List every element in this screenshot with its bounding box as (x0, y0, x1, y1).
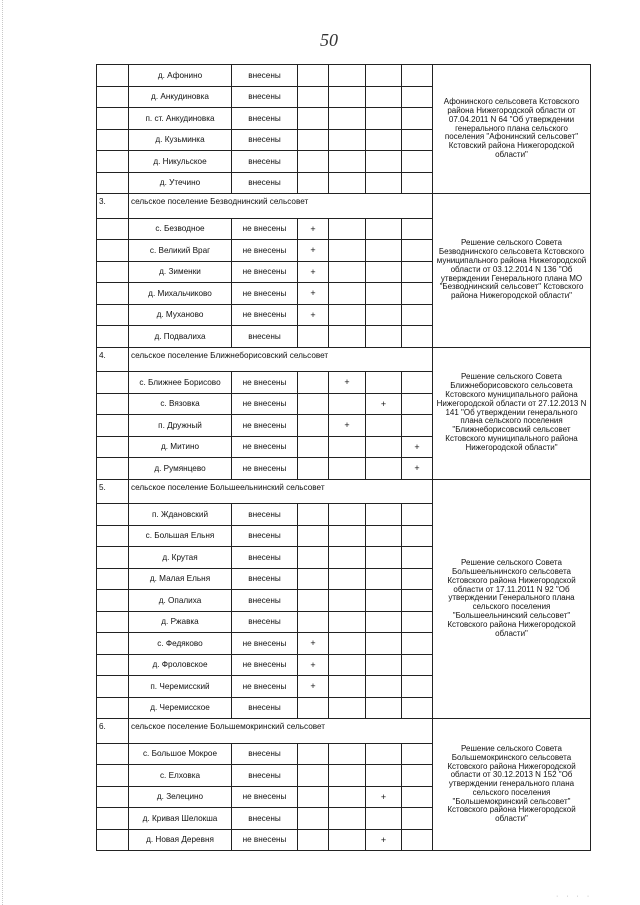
number-cell (97, 590, 129, 612)
mark-cell (298, 393, 329, 415)
locality-name: п. Ждановский (129, 504, 232, 526)
mark-cell (329, 786, 366, 808)
mark-cell (366, 65, 402, 87)
number-cell (97, 786, 129, 808)
locality-name: д. Опалиха (129, 590, 232, 612)
mark-cell (298, 765, 329, 787)
mark-cell: + (298, 218, 329, 240)
number-cell (97, 172, 129, 194)
mark-cell: + (298, 283, 329, 305)
mark-cell: + (298, 304, 329, 326)
mark-cell (329, 633, 366, 655)
mark-cell (366, 611, 402, 633)
mark-cell (402, 304, 433, 326)
approval-document: Решение сельского Совета Большеельнинского сельсовета Кстовского района Нижегородской области от 17.11.2011 N 92 "Об утверждении Генерального плана сельского поселения "Большеельнинский сельсовет" Кстовского района Нижегородской области" (433, 479, 591, 719)
status-cell: не внесены (232, 829, 298, 851)
mark-cell (366, 525, 402, 547)
status-cell: внесены (232, 129, 298, 151)
mark-cell (329, 65, 366, 87)
mark-cell (366, 743, 402, 765)
section-number: 5. (97, 479, 129, 504)
status-cell: внесены (232, 765, 298, 787)
status-cell: не внесены (232, 372, 298, 394)
number-cell (97, 86, 129, 108)
status-cell: внесены (232, 86, 298, 108)
status-cell: не внесены (232, 240, 298, 262)
mark-cell (402, 283, 433, 305)
mark-cell (366, 590, 402, 612)
mark-cell (402, 415, 433, 437)
mark-cell (329, 151, 366, 173)
number-cell (97, 65, 129, 87)
mark-cell: + (329, 415, 366, 437)
mark-cell (329, 436, 366, 458)
number-cell (97, 393, 129, 415)
locality-name: д. Зименки (129, 261, 232, 283)
status-cell: не внесены (232, 633, 298, 655)
mark-cell (329, 129, 366, 151)
status-cell: не внесены (232, 218, 298, 240)
status-cell: не внесены (232, 304, 298, 326)
mark-cell (329, 458, 366, 480)
mark-cell (298, 829, 329, 851)
mark-cell (298, 151, 329, 173)
mark-cell (402, 65, 433, 87)
mark-cell (298, 590, 329, 612)
number-cell (97, 633, 129, 655)
mark-cell (298, 372, 329, 394)
mark-cell (329, 283, 366, 305)
mark-cell (298, 568, 329, 590)
section-number: 4. (97, 347, 129, 372)
mark-cell (402, 697, 433, 719)
locality-name: с. Ближнее Борисово (129, 372, 232, 394)
locality-name: с. Елховка (129, 765, 232, 787)
mark-cell (402, 240, 433, 262)
mark-cell (402, 326, 433, 348)
mark-cell (329, 808, 366, 830)
mark-cell (366, 436, 402, 458)
status-cell: внесены (232, 65, 298, 87)
mark-cell (402, 86, 433, 108)
locality-name: с. Вязовка (129, 393, 232, 415)
status-cell: внесены (232, 525, 298, 547)
locality-name: д. Малая Ельня (129, 568, 232, 590)
mark-cell (366, 86, 402, 108)
mark-cell (402, 129, 433, 151)
mark-cell (329, 697, 366, 719)
mark-cell (329, 829, 366, 851)
number-cell (97, 568, 129, 590)
settlement-name: сельское поселение Ближнеборисовский сельсовет (129, 347, 433, 372)
number-cell (97, 240, 129, 262)
mark-cell: + (366, 786, 402, 808)
locality-name: д. Зелецино (129, 786, 232, 808)
mark-cell: + (298, 240, 329, 262)
locality-name: д. Фроловское (129, 654, 232, 676)
mark-cell (298, 786, 329, 808)
mark-cell (366, 415, 402, 437)
locality-name: д. Черемисское (129, 697, 232, 719)
number-cell (97, 504, 129, 526)
status-cell: не внесены (232, 654, 298, 676)
locality-name: д. Ржавка (129, 611, 232, 633)
locality-name: п. Дружный (129, 415, 232, 437)
mark-cell (298, 65, 329, 87)
locality-name: с. Большое Мокрое (129, 743, 232, 765)
status-cell: не внесены (232, 415, 298, 437)
mark-cell: + (402, 436, 433, 458)
approval-document: Решение сельского Совета Безводнинского сельсовета Кстовского муниципального района Нижегородской области от 03.12.2014 N 136 "Об утверждении Генерального плана МО "Безводнинский сельсовет" Кстовского района Нижегородской области" (433, 194, 591, 348)
status-cell: внесены (232, 326, 298, 348)
locality-name: с. Безводное (129, 218, 232, 240)
status-cell: не внесены (232, 676, 298, 698)
mark-cell: + (366, 829, 402, 851)
mark-cell (366, 151, 402, 173)
locality-name: д. Новая Деревня (129, 829, 232, 851)
mark-cell: + (298, 676, 329, 698)
status-cell: внесены (232, 504, 298, 526)
number-cell (97, 676, 129, 698)
mark-cell (329, 525, 366, 547)
mark-cell: + (298, 261, 329, 283)
mark-cell (366, 108, 402, 130)
mark-cell (329, 765, 366, 787)
mark-cell (329, 108, 366, 130)
number-cell (97, 829, 129, 851)
status-cell: не внесены (232, 458, 298, 480)
locality-name: с. Великий Враг (129, 240, 232, 262)
number-cell (97, 129, 129, 151)
locality-name: д. Михальчиково (129, 283, 232, 305)
mark-cell (329, 218, 366, 240)
locality-name: д. Митино (129, 436, 232, 458)
approval-document: Решение сельского Совета Большемокринского сельсовета Кстовского района Нижегородской области от 30.12.2013 N 152 "Об утверждении генерального плана сельского поселения "Большемокринский сельсовет" Кстовского района Нижегородской области" (433, 719, 591, 851)
number-cell (97, 547, 129, 569)
mark-cell (366, 218, 402, 240)
mark-cell (329, 547, 366, 569)
mark-cell (329, 504, 366, 526)
locality-name: д. Анкудиновка (129, 86, 232, 108)
mark-cell (402, 151, 433, 173)
mark-cell (366, 697, 402, 719)
scan-marks: · · · · (556, 893, 593, 900)
status-cell: внесены (232, 697, 298, 719)
settlement-header-row (97, 479, 591, 504)
settlement-name: сельское поселение Безводнинский сельсовет (129, 194, 433, 219)
mark-cell (366, 326, 402, 348)
mark-cell (298, 808, 329, 830)
mark-cell (329, 654, 366, 676)
mark-cell (298, 547, 329, 569)
status-cell: внесены (232, 108, 298, 130)
locality-name: с. Большая Ельня (129, 525, 232, 547)
mark-cell (402, 568, 433, 590)
mark-cell (298, 326, 329, 348)
mark-cell (298, 504, 329, 526)
status-cell: не внесены (232, 283, 298, 305)
section-number: 6. (97, 719, 129, 744)
settlement-header-row (97, 194, 591, 219)
settlement-header-row (97, 719, 591, 744)
mark-cell (366, 504, 402, 526)
mark-cell (402, 808, 433, 830)
mark-cell (329, 676, 366, 698)
locality-name: д. Кривая Шелокша (129, 808, 232, 830)
mark-cell (402, 590, 433, 612)
number-cell (97, 611, 129, 633)
locality-name: д. Муханово (129, 304, 232, 326)
number-cell (97, 458, 129, 480)
status-cell: внесены (232, 568, 298, 590)
mark-cell (298, 129, 329, 151)
settlement-name: сельское поселение Большеельнинский сельсовет (129, 479, 433, 504)
locality-name: д. Афонино (129, 65, 232, 87)
number-cell (97, 304, 129, 326)
mark-cell (402, 611, 433, 633)
number-cell (97, 697, 129, 719)
status-cell: внесены (232, 547, 298, 569)
mark-cell (402, 261, 433, 283)
locality-name: д. Кузьминка (129, 129, 232, 151)
mark-cell (329, 240, 366, 262)
mark-cell (329, 590, 366, 612)
number-cell (97, 415, 129, 437)
status-cell: внесены (232, 590, 298, 612)
approval-document: Решение сельского Совета Ближнеборисовского сельсовета Кстовского муниципального района Нижегородской области от 27.12.2013 N 141 "Об утверждении генерального плана сельского поселения "Ближнеборисовский сельсовет Кстовского муниципального района Нижегородской области" (433, 347, 591, 479)
mark-cell (329, 326, 366, 348)
status-cell: не внесены (232, 393, 298, 415)
mark-cell (366, 547, 402, 569)
mark-cell (402, 829, 433, 851)
mark-cell (298, 108, 329, 130)
settlements-table (96, 64, 591, 851)
number-cell (97, 108, 129, 130)
section-number: 3. (97, 194, 129, 219)
number-cell (97, 808, 129, 830)
locality-name: с. Федяково (129, 633, 232, 655)
mark-cell (298, 458, 329, 480)
mark-cell (366, 283, 402, 305)
mark-cell (402, 372, 433, 394)
number-cell (97, 283, 129, 305)
mark-cell (298, 415, 329, 437)
number-cell (97, 654, 129, 676)
mark-cell (366, 458, 402, 480)
mark-cell (402, 504, 433, 526)
mark-cell (329, 611, 366, 633)
mark-cell (402, 676, 433, 698)
number-cell (97, 765, 129, 787)
status-cell: внесены (232, 808, 298, 830)
mark-cell (366, 372, 402, 394)
mark-cell (298, 611, 329, 633)
locality-name: д. Крутая (129, 547, 232, 569)
mark-cell (402, 743, 433, 765)
mark-cell (298, 697, 329, 719)
number-cell (97, 436, 129, 458)
mark-cell (366, 676, 402, 698)
page-number: 50 (320, 30, 338, 50)
page-binding-rule (2, 0, 3, 905)
status-cell: внесены (232, 151, 298, 173)
mark-cell: + (402, 458, 433, 480)
mark-cell (298, 86, 329, 108)
mark-cell (329, 568, 366, 590)
mark-cell (366, 808, 402, 830)
mark-cell (329, 743, 366, 765)
number-cell (97, 151, 129, 173)
mark-cell (298, 743, 329, 765)
status-cell: внесены (232, 743, 298, 765)
locality-name: п. ст. Анкудиновка (129, 108, 232, 130)
mark-cell (366, 633, 402, 655)
mark-cell (402, 172, 433, 194)
number-cell (97, 372, 129, 394)
mark-cell (402, 654, 433, 676)
status-cell: не внесены (232, 436, 298, 458)
mark-cell (329, 86, 366, 108)
mark-cell (298, 525, 329, 547)
mark-cell (329, 304, 366, 326)
number-cell (97, 218, 129, 240)
mark-cell (402, 633, 433, 655)
approval-document: Афонинского сельсовета Кстовского района Нижегородской области от 07.04.2011 N 64 "Об утверждении генерального плана сельского поселения "Афонинский сельсовет" Кстовский района Нижегородской области" (433, 65, 591, 194)
mark-cell (366, 129, 402, 151)
locality-name: д. Румянцево (129, 458, 232, 480)
mark-cell: + (366, 393, 402, 415)
number-cell (97, 261, 129, 283)
status-cell: внесены (232, 611, 298, 633)
mark-cell: + (329, 372, 366, 394)
mark-cell (402, 393, 433, 415)
mark-cell (402, 108, 433, 130)
mark-cell (366, 240, 402, 262)
number-cell (97, 743, 129, 765)
mark-cell (298, 172, 329, 194)
locality-name: д. Никульское (129, 151, 232, 173)
status-cell: не внесены (232, 786, 298, 808)
number-cell (97, 525, 129, 547)
settlement-name: сельское поселение Большемокринский сельсовет (129, 719, 433, 744)
number-cell (97, 326, 129, 348)
locality-name: д. Подвалиха (129, 326, 232, 348)
mark-cell (329, 261, 366, 283)
mark-cell (329, 393, 366, 415)
mark-cell (366, 654, 402, 676)
mark-cell (402, 525, 433, 547)
settlement-header-row (97, 347, 591, 372)
mark-cell (366, 172, 402, 194)
status-cell: не внесены (232, 261, 298, 283)
mark-cell (366, 568, 402, 590)
mark-cell (366, 304, 402, 326)
locality-name: п. Черемисский (129, 676, 232, 698)
mark-cell (366, 765, 402, 787)
mark-cell (366, 261, 402, 283)
mark-cell (402, 765, 433, 787)
mark-cell: + (298, 633, 329, 655)
locality-row (97, 65, 591, 87)
status-cell: внесены (232, 172, 298, 194)
mark-cell: + (298, 654, 329, 676)
mark-cell (402, 218, 433, 240)
mark-cell (329, 172, 366, 194)
mark-cell (402, 547, 433, 569)
mark-cell (402, 786, 433, 808)
mark-cell (298, 436, 329, 458)
locality-name: д. Утечино (129, 172, 232, 194)
